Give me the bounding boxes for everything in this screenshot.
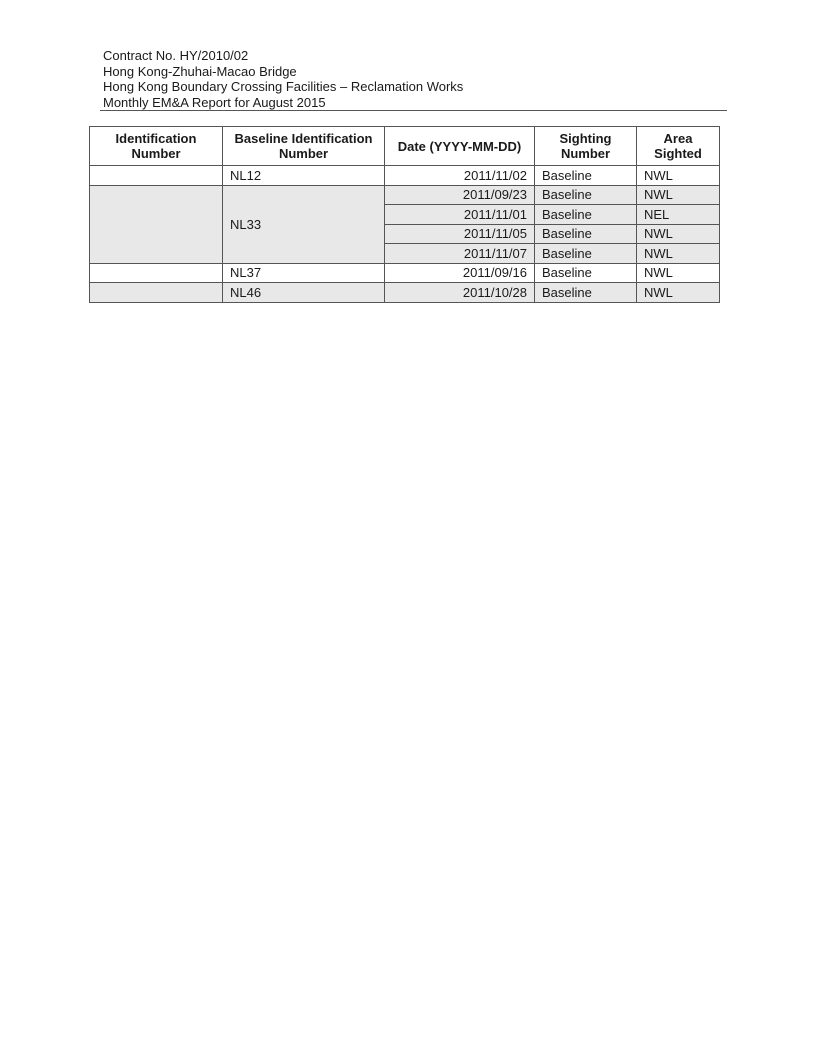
sighting-cell: Baseline [535, 166, 637, 186]
date-cell: 2011/09/16 [385, 263, 535, 283]
baseline-id-cell: NL46 [223, 283, 385, 303]
sighting-cell: Baseline [535, 224, 637, 244]
table-row [90, 166, 720, 186]
area-cell: NWL [637, 224, 720, 244]
works-name: Hong Kong Boundary Crossing Facilities – Reclamation Works [103, 79, 464, 94]
area-cell: NWL [637, 185, 720, 205]
sighting-cell: Baseline [535, 244, 637, 264]
project-name: Hong Kong-Zhuhai-Macao Bridge [103, 63, 297, 79]
sighting-table [89, 126, 720, 303]
table-row [90, 283, 720, 303]
baseline-id-cell: NL33 [223, 185, 385, 263]
identification-number-cell [90, 166, 223, 186]
sighting-cell: Baseline [535, 283, 637, 303]
table-row [90, 263, 720, 283]
table-header-row [90, 127, 720, 166]
identification-number-cell [90, 283, 223, 303]
sighting-cell: Baseline [535, 263, 637, 283]
header-divider [100, 110, 727, 111]
date-cell: 2011/09/23 [385, 185, 535, 205]
col-header-date: Date (YYYY-MM-DD) [385, 127, 535, 166]
identification-number-cell [90, 263, 223, 283]
sighting-cell: Baseline [535, 185, 637, 205]
area-cell: NWL [637, 244, 720, 264]
identification-number-cell [90, 185, 223, 263]
date-cell: 2011/11/02 [385, 166, 535, 186]
date-cell: 2011/11/07 [385, 244, 535, 264]
table-row [90, 185, 720, 205]
date-cell: 2011/10/28 [385, 283, 535, 303]
area-cell: NWL [637, 263, 720, 283]
date-cell: 2011/11/05 [385, 224, 535, 244]
area-cell: NEL [637, 205, 720, 225]
col-header-baseline-id: Baseline Identification Number [223, 127, 385, 166]
col-header-area-sighted: Area Sighted [637, 127, 720, 166]
baseline-id-cell: NL37 [223, 263, 385, 283]
report-header [103, 48, 463, 110]
col-header-identification-number: Identification Number [90, 127, 223, 166]
col-header-sighting-number: Sighting Number [535, 127, 637, 166]
baseline-id-cell: NL12 [223, 166, 385, 186]
contract-number: Contract No. HY/2010/02 [103, 48, 249, 63]
date-cell: 2011/11/01 [385, 205, 535, 225]
report-title: Monthly EM&A Report for August 2015 [103, 94, 326, 110]
area-cell: NWL [637, 283, 720, 303]
sighting-cell: Baseline [535, 205, 637, 225]
area-cell: NWL [637, 166, 720, 186]
